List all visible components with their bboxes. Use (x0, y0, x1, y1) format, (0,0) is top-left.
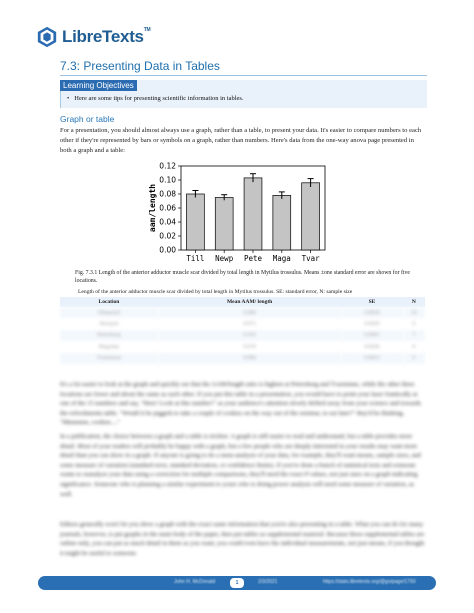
table-cell: 8 (412, 343, 416, 350)
y-tick-label: 0.10 (159, 175, 176, 185)
table-cell: Newport (99, 321, 119, 328)
blurred-paragraph: In a publication, the choice between a graph and a table is trickier. A graph is still easier to read and understand, but a table provides more detail. Most of your readers will probably be happy with a graph, but a few people who are deeply interested in your results may want more detail than you can show in a graph. If anyone is going to do a meta-analysis of your data, for example, they'll want means, sample sizes, and some measure of variation (standard error, standard deviation, or confidence limits). If you've done a bunch of statistical tests and someone wants to reanalyze your data using a correction for multiple comparisons, they'll need the exact P values, not just stars on a graph indicating significance. Someone who is planning a similar experiment to yours who is doing power analysis will need some measure of variation, as well. (60, 433, 421, 498)
footer-date: 2/3/2021 (258, 579, 278, 585)
table-cell: 0.080 (158, 307, 341, 318)
libretexts-logo-icon (36, 26, 58, 48)
table-cell: 0.103 (158, 330, 341, 341)
table-cell: 0.0046 (364, 343, 380, 350)
table-cell: Tillamook (60, 307, 158, 318)
blurred-paragraph: It's a lot easier to look at the graph and quickly see that the AAM/length ratio is highest at Petersburg and Tvarminne, while the other three locations are lower and about the same as each other. If you put this table in a presentation, you would have to point your laser frantically at one of the 15 numbers and say, "Here! Look at this number!" as your audience's attention slowly drifted away from your science and towards the refreshments table. "Would it be piggish to take a couple of cookies on the way out of the seminar, to eat later?" they'd be thinking. "Mmmmm, cookies...." (60, 381, 421, 427)
figure-caption: Fig. 7.3.1 Length of the anterior adductor muscle scar divided by total length in Mytilus trossulus. Means ±one standard error are shown for five locations. (75, 270, 410, 284)
section-heading: Graph or table (60, 114, 115, 124)
footer-author: John H. McDonald (174, 579, 216, 585)
table-cell: 0.0038 (341, 307, 402, 318)
table-row (60, 330, 425, 341)
section-paragraph: For a presentation, you should almost always use a graph, rather than a table, to present your data. It's easier to compare numbers to each other if they're represented by bars or symbols on a graph, rather than numbers. Here's data from the one-way anova page presented in both a graph and a table: (60, 127, 422, 155)
bar-chart (145, 160, 335, 270)
table-header-n: N (403, 297, 425, 307)
learning-objectives-header: Learning Objectives (60, 80, 137, 91)
y-axis-label: aam/length (148, 183, 157, 233)
y-tick-label: 0.12 (159, 161, 176, 171)
table-header-se: SE (341, 297, 402, 307)
footer-url[interactable]: https://stats.libretexts.org/@go/page/1750 (323, 579, 416, 585)
y-tick-label: 0.02 (159, 231, 176, 241)
x-tick-label: Maga (272, 254, 291, 263)
table-row (60, 307, 425, 318)
table-cell: Tvarminne (60, 353, 158, 364)
bar (244, 178, 262, 250)
table-cell: 0.0030 (364, 321, 380, 328)
table-header-location: Location (60, 297, 158, 307)
table-cell: 8 (412, 321, 416, 328)
table-cell: 0.078 (243, 343, 256, 350)
table-cell: Magadan (98, 343, 120, 350)
x-tick-label: Pete (243, 254, 263, 263)
bar (302, 183, 320, 250)
bar (215, 198, 233, 251)
x-tick-label: Tvar (301, 254, 320, 263)
table-row (60, 341, 425, 352)
table-cell: 0.0053 (341, 353, 402, 364)
x-tick-label: Newp (215, 254, 234, 263)
table-cell: 7 (403, 330, 425, 341)
x-tick-label: Till (186, 254, 205, 263)
y-tick-label: 0.08 (159, 189, 176, 199)
table-cell: Petersburg (60, 330, 158, 341)
blurred-paragraph: Editors generally won't let you show a graph with the exact same information that you're also presenting in a table. What you can do for many journals, however, is put graphs in the main body of the paper, then put tables as supplemental material. Because these supplemental tables are online-only, you can put as much detail in them as you want; you could even have the individual measurements, not just means, if you thought it might be useful to someone. (60, 521, 425, 557)
table-row (60, 318, 425, 329)
learning-objective-item: • Here are some tips for presenting scientific information in tables. (67, 95, 244, 102)
page-title: 7.3: Presenting Data in Tables (60, 59, 220, 73)
y-tick-label: 0.06 (159, 203, 176, 213)
table-cell: 0.0061 (341, 330, 402, 341)
brand-name: LibreTexts™ (62, 27, 151, 46)
bar (186, 194, 204, 250)
table-cell: 0.096 (158, 353, 341, 364)
table-header-mean: Mean AAM/ length (158, 297, 341, 307)
table-row (60, 353, 425, 364)
footer-page-number: 1 (230, 578, 244, 588)
table-cell: 10 (403, 307, 425, 318)
table-cell: 6 (403, 353, 425, 364)
bar (273, 195, 291, 250)
libretexts-logo[interactable] (36, 26, 150, 48)
title-divider (60, 75, 427, 76)
table-caption: Length of the anterior adductor muscle scar divided by total length in Mytilus trossulus. SE: standard error, N: sample size (78, 289, 353, 295)
page-footer (38, 576, 436, 590)
y-tick-label: 0.04 (159, 217, 176, 227)
y-tick-label: 0.00 (159, 245, 176, 255)
table-cell: 0.075 (243, 321, 256, 328)
data-table (60, 297, 425, 364)
